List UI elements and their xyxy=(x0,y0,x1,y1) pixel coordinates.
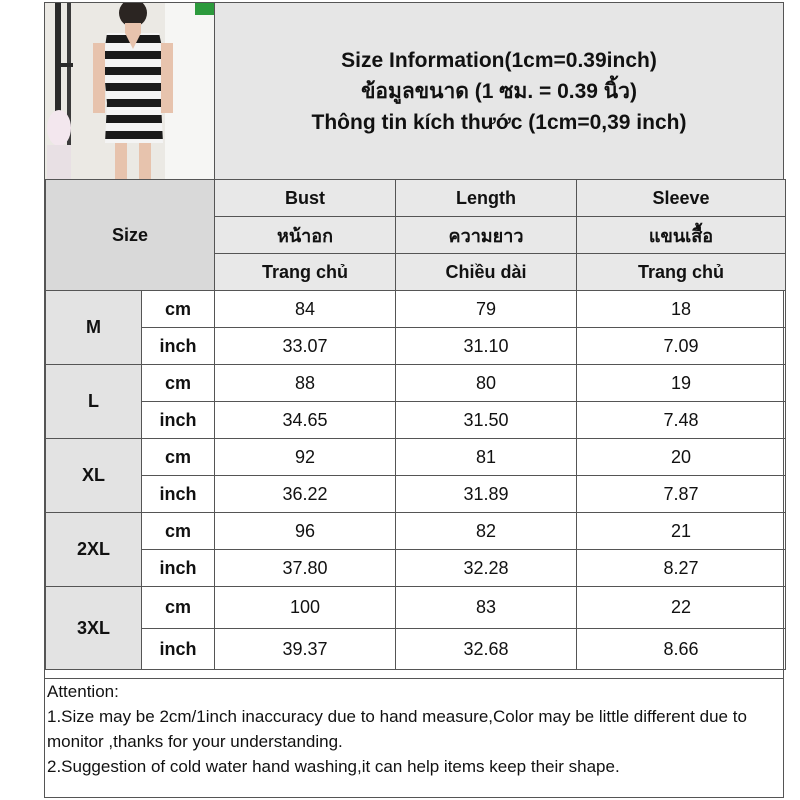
unit-cm: cm xyxy=(142,513,215,550)
unit-inch: inch xyxy=(142,550,215,587)
length-cm: 83 xyxy=(396,587,577,629)
table-row xyxy=(46,629,786,670)
bust-cm: 88 xyxy=(215,365,396,402)
column-header-sleeve-en: Sleeve xyxy=(577,180,786,217)
striped-dress-image xyxy=(45,3,214,179)
sleeve-cm: 20 xyxy=(577,439,786,476)
unit-cm: cm xyxy=(142,439,215,476)
unit-inch: inch xyxy=(142,629,215,670)
sleeve-cm: 21 xyxy=(577,513,786,550)
bust-cm: 92 xyxy=(215,439,396,476)
length-inch: 31.10 xyxy=(396,328,577,365)
unit-cm: cm xyxy=(142,365,215,402)
bust-cm: 96 xyxy=(215,513,396,550)
size-table xyxy=(45,179,786,670)
length-cm: 79 xyxy=(396,291,577,328)
size-label-3xl: 3XL xyxy=(46,587,142,670)
length-inch: 31.89 xyxy=(396,476,577,513)
table-row xyxy=(46,476,786,513)
attention-note-1: 1.Size may be 2cm/1inch inaccuracy due to hand measure,Color may be little different due to monitor ,thanks for your understanding. xyxy=(47,707,747,751)
sleeve-inch: 8.66 xyxy=(577,629,786,670)
column-header-sleeve-th: แขนเสื้อ xyxy=(577,217,786,254)
column-header-bust-vi: Trang chủ xyxy=(215,254,396,291)
unit-inch: inch xyxy=(142,476,215,513)
unit-cm: cm xyxy=(142,291,215,328)
sleeve-inch: 7.48 xyxy=(577,402,786,439)
size-column-header: Size xyxy=(46,180,215,291)
sleeve-inch: 8.27 xyxy=(577,550,786,587)
table-row xyxy=(46,291,786,328)
table-row xyxy=(46,513,786,550)
length-cm: 81 xyxy=(396,439,577,476)
table-row xyxy=(46,587,786,629)
sleeve-cm: 22 xyxy=(577,587,786,629)
sleeve-cm: 19 xyxy=(577,365,786,402)
bust-cm: 84 xyxy=(215,291,396,328)
size-label-2xl: 2XL xyxy=(46,513,142,587)
bust-cm: 100 xyxy=(215,587,396,629)
table-row xyxy=(46,439,786,476)
table-row xyxy=(46,550,786,587)
attention-title: Attention: xyxy=(47,682,119,701)
length-inch: 31.50 xyxy=(396,402,577,439)
column-header-length-th: ความยาว xyxy=(396,217,577,254)
size-info-header xyxy=(215,3,783,179)
length-inch: 32.68 xyxy=(396,629,577,670)
size-label-m: M xyxy=(46,291,142,365)
sleeve-inch: 7.09 xyxy=(577,328,786,365)
size-label-l: L xyxy=(46,365,142,439)
bust-inch: 36.22 xyxy=(215,476,396,513)
sleeve-inch: 7.87 xyxy=(577,476,786,513)
table-row xyxy=(46,402,786,439)
attention-note-2: 2.Suggestion of cold water hand washing,it can help items keep their shape. xyxy=(47,757,620,776)
header-title-english: Size Information(1cm=0.39inch) xyxy=(341,48,657,72)
sleeve-cm: 18 xyxy=(577,291,786,328)
size-chart xyxy=(44,2,784,798)
column-header-bust-en: Bust xyxy=(215,180,396,217)
bust-inch: 39.37 xyxy=(215,629,396,670)
size-label-xl: XL xyxy=(46,439,142,513)
column-header-sleeve-vi: Trang chủ xyxy=(577,254,786,291)
length-cm: 82 xyxy=(396,513,577,550)
column-header-length-vi: Chiều dài xyxy=(396,254,577,291)
table-row xyxy=(46,365,786,402)
length-cm: 80 xyxy=(396,365,577,402)
length-inch: 32.28 xyxy=(396,550,577,587)
table-row xyxy=(46,328,786,365)
unit-inch: inch xyxy=(142,328,215,365)
bust-inch: 37.80 xyxy=(215,550,396,587)
bust-inch: 33.07 xyxy=(215,328,396,365)
column-header-bust-th: หน้าอก xyxy=(215,217,396,254)
unit-cm: cm xyxy=(142,587,215,629)
header-title-thai: ข้อมูลขนาด (1 ซม. = 0.39 นิ้ว) xyxy=(361,79,637,103)
bust-inch: 34.65 xyxy=(215,402,396,439)
attention-notes xyxy=(45,678,783,799)
unit-inch: inch xyxy=(142,402,215,439)
column-header-length-en: Length xyxy=(396,180,577,217)
header-title-vietnamese: Thông tin kích thước (1cm=0,39 inch) xyxy=(311,110,687,134)
product-photo xyxy=(45,3,215,179)
